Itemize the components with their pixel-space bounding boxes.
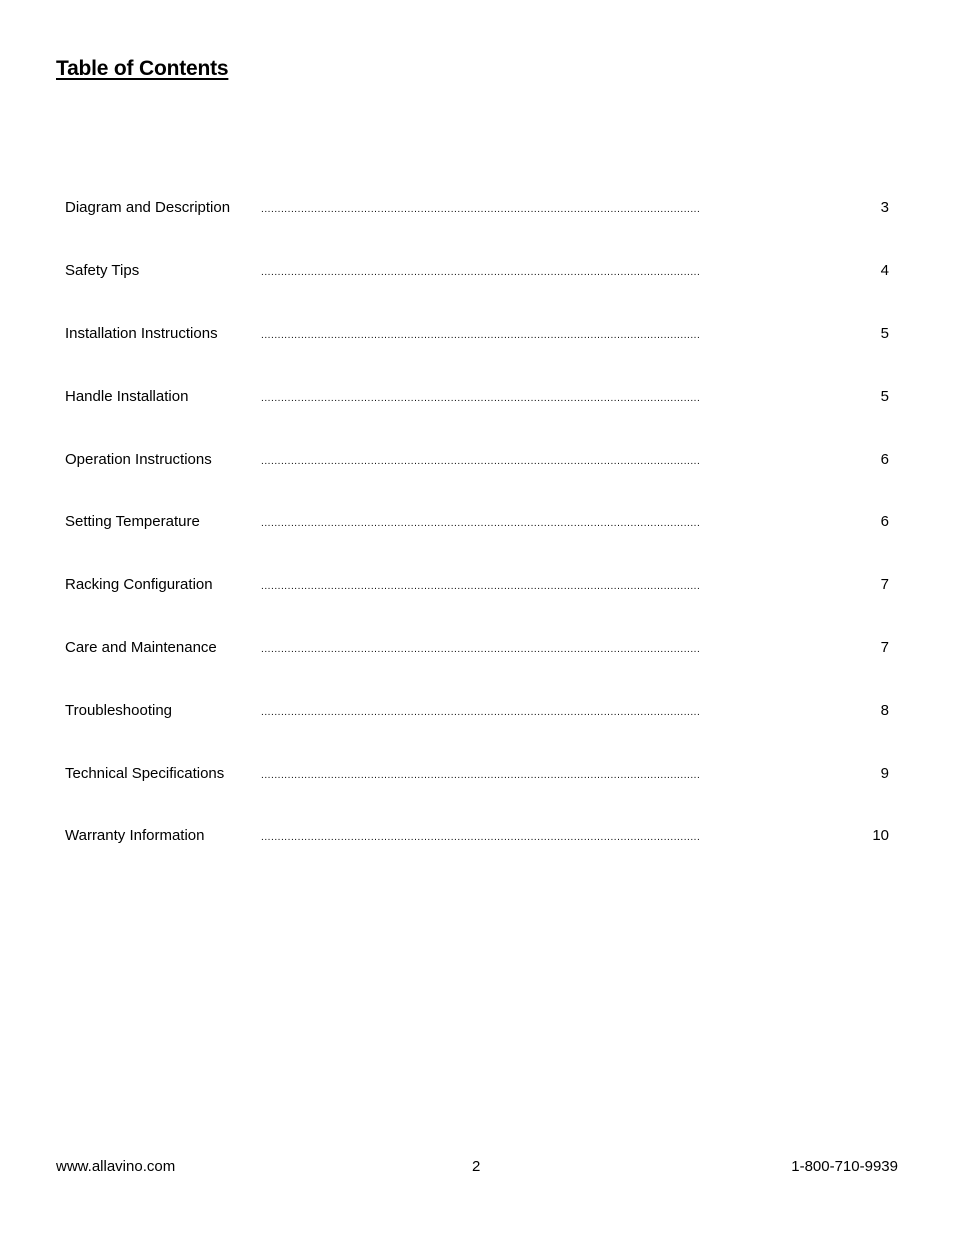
toc-dot-leader: .................................................................................................................................... (261, 707, 701, 718)
toc-entry-page: 4 (880, 262, 889, 279)
toc-entry-setting-temperature (0, 511, 954, 533)
toc-entry-title: Setting Temperature (65, 513, 200, 530)
toc-entry-handle-installation (0, 386, 954, 408)
toc-entry-page: 10 (872, 827, 889, 844)
toc-entry-title: Technical Specifications (65, 765, 225, 782)
toc-entry-page: 7 (880, 576, 889, 593)
toc-entry-page: 6 (880, 451, 889, 468)
toc-entry-page: 7 (880, 639, 889, 656)
toc-entry-care-and-maintenance (0, 637, 954, 659)
toc-entry-page: 6 (880, 513, 889, 530)
toc-entry-racking-configuration (0, 574, 954, 596)
toc-entry-title: Handle Installation (65, 388, 189, 405)
toc-entry-title: Installation Instructions (65, 325, 218, 342)
toc-entry-title: Diagram and Description (65, 199, 231, 216)
toc-dot-leader: .................................................................................................................................... (261, 832, 701, 843)
toc-dot-leader: .................................................................................................................................... (261, 330, 701, 341)
toc-entry-technical-specifications (0, 763, 954, 785)
toc-entry-safety-tips (0, 260, 954, 282)
toc-entry-title: Care and Maintenance (65, 639, 217, 656)
toc-dot-leader: .................................................................................................................................... (261, 581, 701, 592)
toc-entry-installation-instructions (0, 323, 954, 345)
toc-entry-page: 9 (880, 765, 889, 782)
toc-entry-title: Racking Configuration (65, 576, 213, 593)
toc-entry-page: 5 (880, 325, 889, 342)
toc-dot-leader: .................................................................................................................................... (261, 770, 701, 781)
toc-entry-title: Troubleshooting (65, 702, 173, 719)
toc-entry-page: 5 (880, 388, 889, 405)
toc-dot-leader: .................................................................................................................................... (261, 518, 701, 529)
toc-entry-warranty-information (0, 825, 954, 847)
toc-entry-operation-instructions (0, 449, 954, 471)
toc-dot-leader: .................................................................................................................................... (261, 456, 701, 467)
toc-dot-leader: .................................................................................................................................... (261, 644, 701, 655)
footer-page-number: 2 (472, 1158, 481, 1175)
toc-entry-page: 8 (880, 702, 889, 719)
toc-entry-title: Safety Tips (65, 262, 140, 279)
toc-entry-page: 3 (880, 199, 889, 216)
toc-entry-title: Operation Instructions (65, 451, 212, 468)
toc-dot-leader: .................................................................................................................................... (261, 393, 701, 404)
toc-dot-leader: .................................................................................................................................... (261, 267, 701, 278)
footer-website: www.allavino.com (56, 1158, 176, 1175)
toc-dot-leader: .................................................................................................................................... (261, 204, 701, 215)
toc-entry-troubleshooting (0, 700, 954, 722)
footer-phone: 1-800-710-9939 (791, 1158, 898, 1175)
toc-entry-diagram-and-description (0, 197, 954, 219)
toc-entry-title: Warranty Information (65, 827, 205, 844)
page-title: Table of Contents (56, 57, 229, 80)
